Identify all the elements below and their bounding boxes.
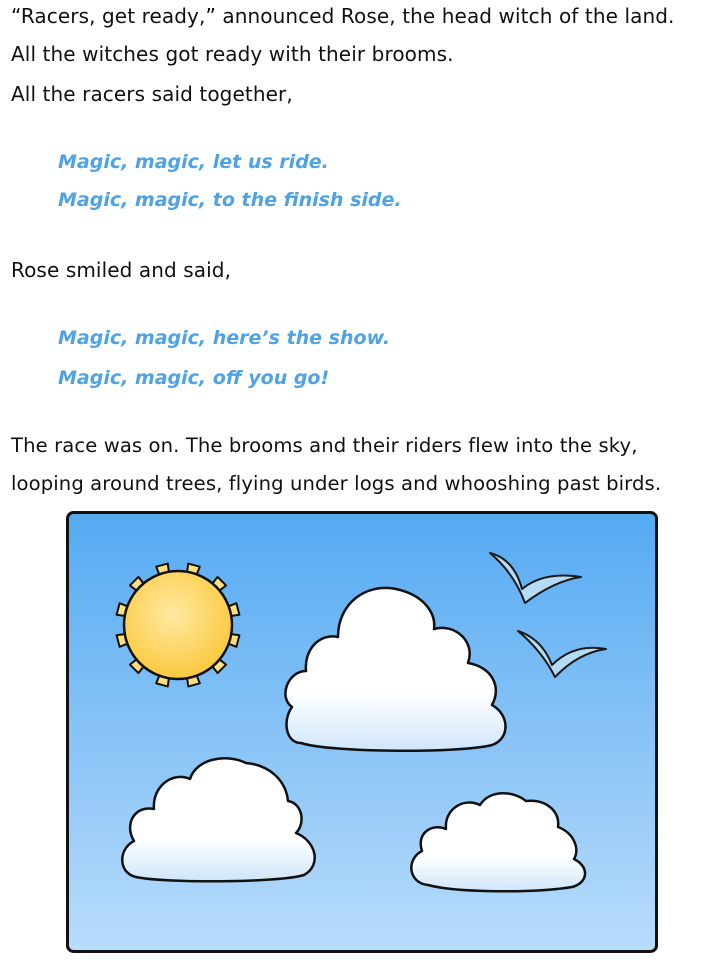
chant-line: Magic, magic, let us ride. [58,151,329,173]
story-line: looping around trees, flying under logs and whooshing past birds. [11,472,662,495]
story-line: All the witches got ready with their brooms. [11,42,454,66]
chant-line: Magic, magic, to the finish side. [58,189,402,211]
story-line: Rose smiled and said, [11,258,232,282]
sun-icon [117,564,240,687]
chant-line: Magic, magic, here’s the show. [58,327,391,349]
story-line: All the racers said together, [11,82,293,106]
story-line: The race was on. The brooms and their riders flew into the sky, [11,434,638,457]
story-line: “Racers, get ready,” announced Rose, the head witch of the land. [11,4,675,28]
chant-line: Magic, magic, off you go! [58,367,330,389]
sky-illustration [66,511,658,953]
